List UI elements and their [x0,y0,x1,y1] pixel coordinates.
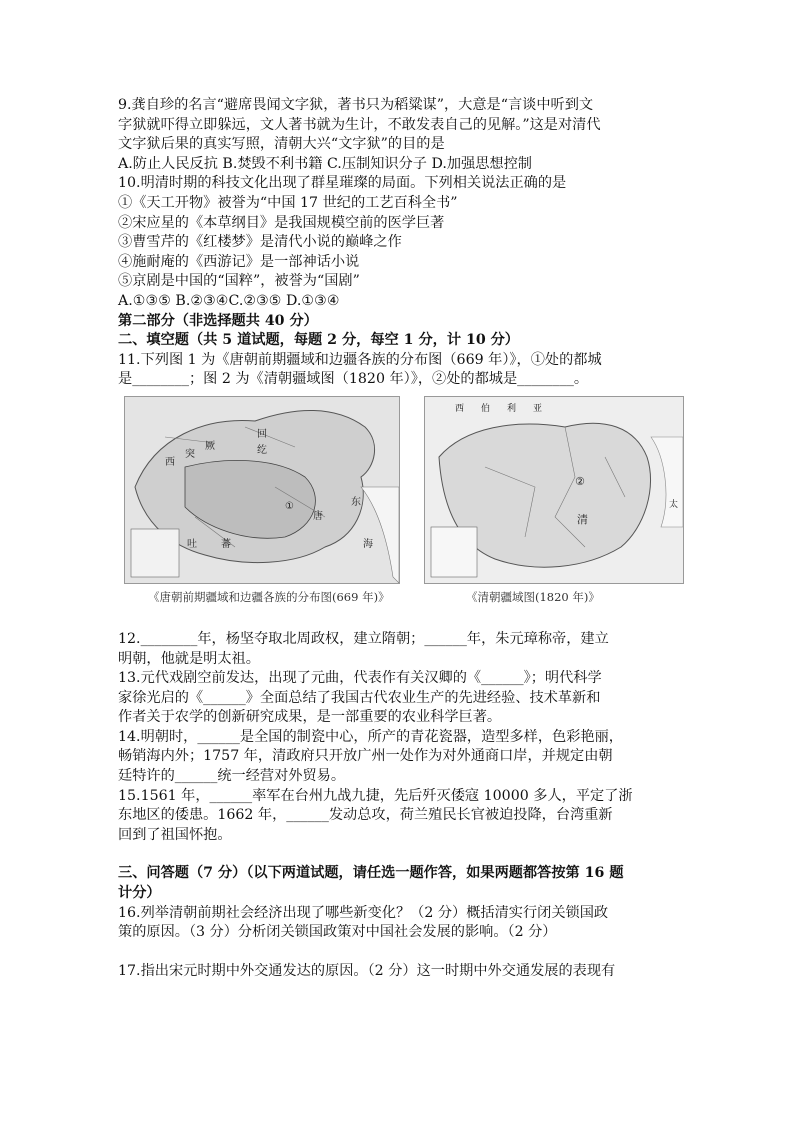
map1-label-10: 海 [363,538,373,550]
question-15 [118,787,688,846]
map1-label-4: 突 [185,448,195,460]
qing-map [424,396,684,584]
qa-section-title [118,864,688,903]
qing-map-drawing [425,397,683,583]
tang-map-drawing [125,397,399,583]
question-17 [118,962,688,982]
question-10-options: A.①③⑤ B.②③④C.②③⑤ D.①③④ [118,292,340,309]
map2-label-6: 太 [669,499,679,510]
map1-label-8: 唐 [313,510,323,522]
qa-section-title-line-2: 计分） [118,885,161,902]
map1-label-2: 纥 [257,444,267,456]
question-15-line-1: 15.1561 年，______率军在台州九战九捷，先后歼灭倭寇 10000 多人，平定了浙 [118,787,633,804]
question-16 [118,904,688,943]
map2-label-2: 西 [455,403,465,414]
question-16-line-2: 策的原因。（3 分）分析闭关锁国政策对中国社会发展的影响。（2 分） [118,924,557,941]
question-12 [118,630,688,669]
question-11 [118,351,688,390]
question-13 [118,669,688,728]
exam-page [118,96,688,981]
fill-section-title: 二、填空题（共 5 道试题，每题 2 分，每空 1 分，计 10 分） [118,332,519,349]
map2-label-4: 利 [507,403,517,414]
question-10-item-5: ⑤京剧是中国的“国粹”，被誉为“国剧” [118,273,360,290]
part-2-title: 第二部分（非选择题共 40 分） [118,312,318,329]
map2-label-5: 亚 [533,403,543,414]
question-9-line-1: 9.龚自珍的名言“避席畏闻文字狱，著书只为稻粱谋”，大意是“言谈中听到文 [118,97,594,113]
question-9-line-3: 文字狱后果的真实写照，清朝大兴“文字狱”的目的是 [118,136,445,153]
question-12-line-2: 明朝，他就是明太祖。 [118,650,260,667]
map2-label-1: 清 [577,512,588,526]
map1-label-7: 蕃 [221,538,231,550]
question-10-item-3: ③曹雪芹的《红楼梦》是清代小说的巅峰之作 [118,234,402,251]
map1-label-9: 东 [351,496,361,508]
map1-label-3: 西 [165,456,175,468]
question-9-options: A.防止人民反抗 B.焚毁不利书籍 C.压制知识分子 D.加强思想控制 [118,155,532,172]
question-17-line-1: 17.指出宋元时期中外交通发达的原因。（2 分）这一时期中外交通发展的表现有 [118,962,616,979]
question-11-line-1: 11.下列图 1 为《唐朝前期疆域和边疆各族的分布图（669 年）》，①处的都城 [118,351,602,368]
question-14-line-3: 廷特许的______统一经营对外贸易。 [118,768,346,785]
question-13-line-2: 家徐光启的《______》全面总结了我国古代农业生产的先进经验、技术革新和 [118,689,601,706]
map2-label-3: 伯 [481,403,491,414]
question-13-line-1: 13.元代戏剧空前发达，出现了元曲，代表作有关汉卿的《______》；明代科学 [118,670,602,687]
question-15-line-3: 回到了祖国怀抱。 [118,826,232,843]
question-10-item-2: ②宋应星的《本草纲目》是我国规模空前的医学巨著 [118,214,445,231]
question-13-line-3: 作者关于农学的创新研究成果，是一部重要的农业科学巨著。 [118,709,502,726]
question-10-item-4: ④施耐庵的《西游记》是一部神话小说 [118,253,360,270]
map1-caption: 《唐朝前期疆域和边疆各族的分布图(669 年)》 [148,589,390,604]
map1-label-1: 回 [257,428,267,440]
question-14 [118,728,688,787]
question-14-line-2: 畅销海内外；1757 年，清政府只开放广州一处作为对外通商口岸，并规定由朝 [118,748,613,765]
question-14-line-1: 14.明朝时，______是全国的制瓷中心，所产的青花瓷器，造型多样，色彩艳丽， [118,728,623,745]
spacer [118,845,688,864]
map2-caption: 《清朝疆域图(1820 年)》 [466,589,600,604]
question-10-item-1: ①《天工开物》被誉为“中国 17 世纪的工艺百科全书” [118,194,458,211]
question-9 [118,96,688,174]
map-figures [118,396,688,626]
qa-section-title-line-1: 三、问答题（7 分）（以下两道试题，请任选一题作答，如果两题都答按第 16 题 [118,865,624,882]
map1-label-5: 厥 [205,440,215,452]
question-9-line-2: 字狱就吓得立即躲远，文人著书就为生计，不敢发表自己的见解。”这是对清代 [118,116,601,133]
question-11-line-2: 是________；图 2 为《清朝疆域图（1820 年）》，②处的都城是________。 [118,371,589,388]
question-12-line-1: 12.________年，杨坚夺取北周政权，建立隋朝；______年，朱元璋称帝，建立 [118,630,609,647]
spacer [118,943,688,962]
question-15-line-2: 东地区的倭患。1662 年，______发动总攻，荷兰殖民长官被迫投降，台湾重新 [118,807,613,824]
question-10-stem: 10.明清时期的科技文化出现了群星璀璨的局面。下列相关说法正确的是 [118,175,567,192]
tang-map [124,396,400,584]
question-10 [118,174,688,311]
map2-marker-2: ② [575,474,585,488]
map1-marker-1: ① [285,500,294,512]
map1-label-6: 吐 [187,538,197,550]
question-16-line-1: 16.列举清朝前期社会经济出现了哪些新变化？（2 分）概括清实行闭关锁国政 [118,904,609,921]
